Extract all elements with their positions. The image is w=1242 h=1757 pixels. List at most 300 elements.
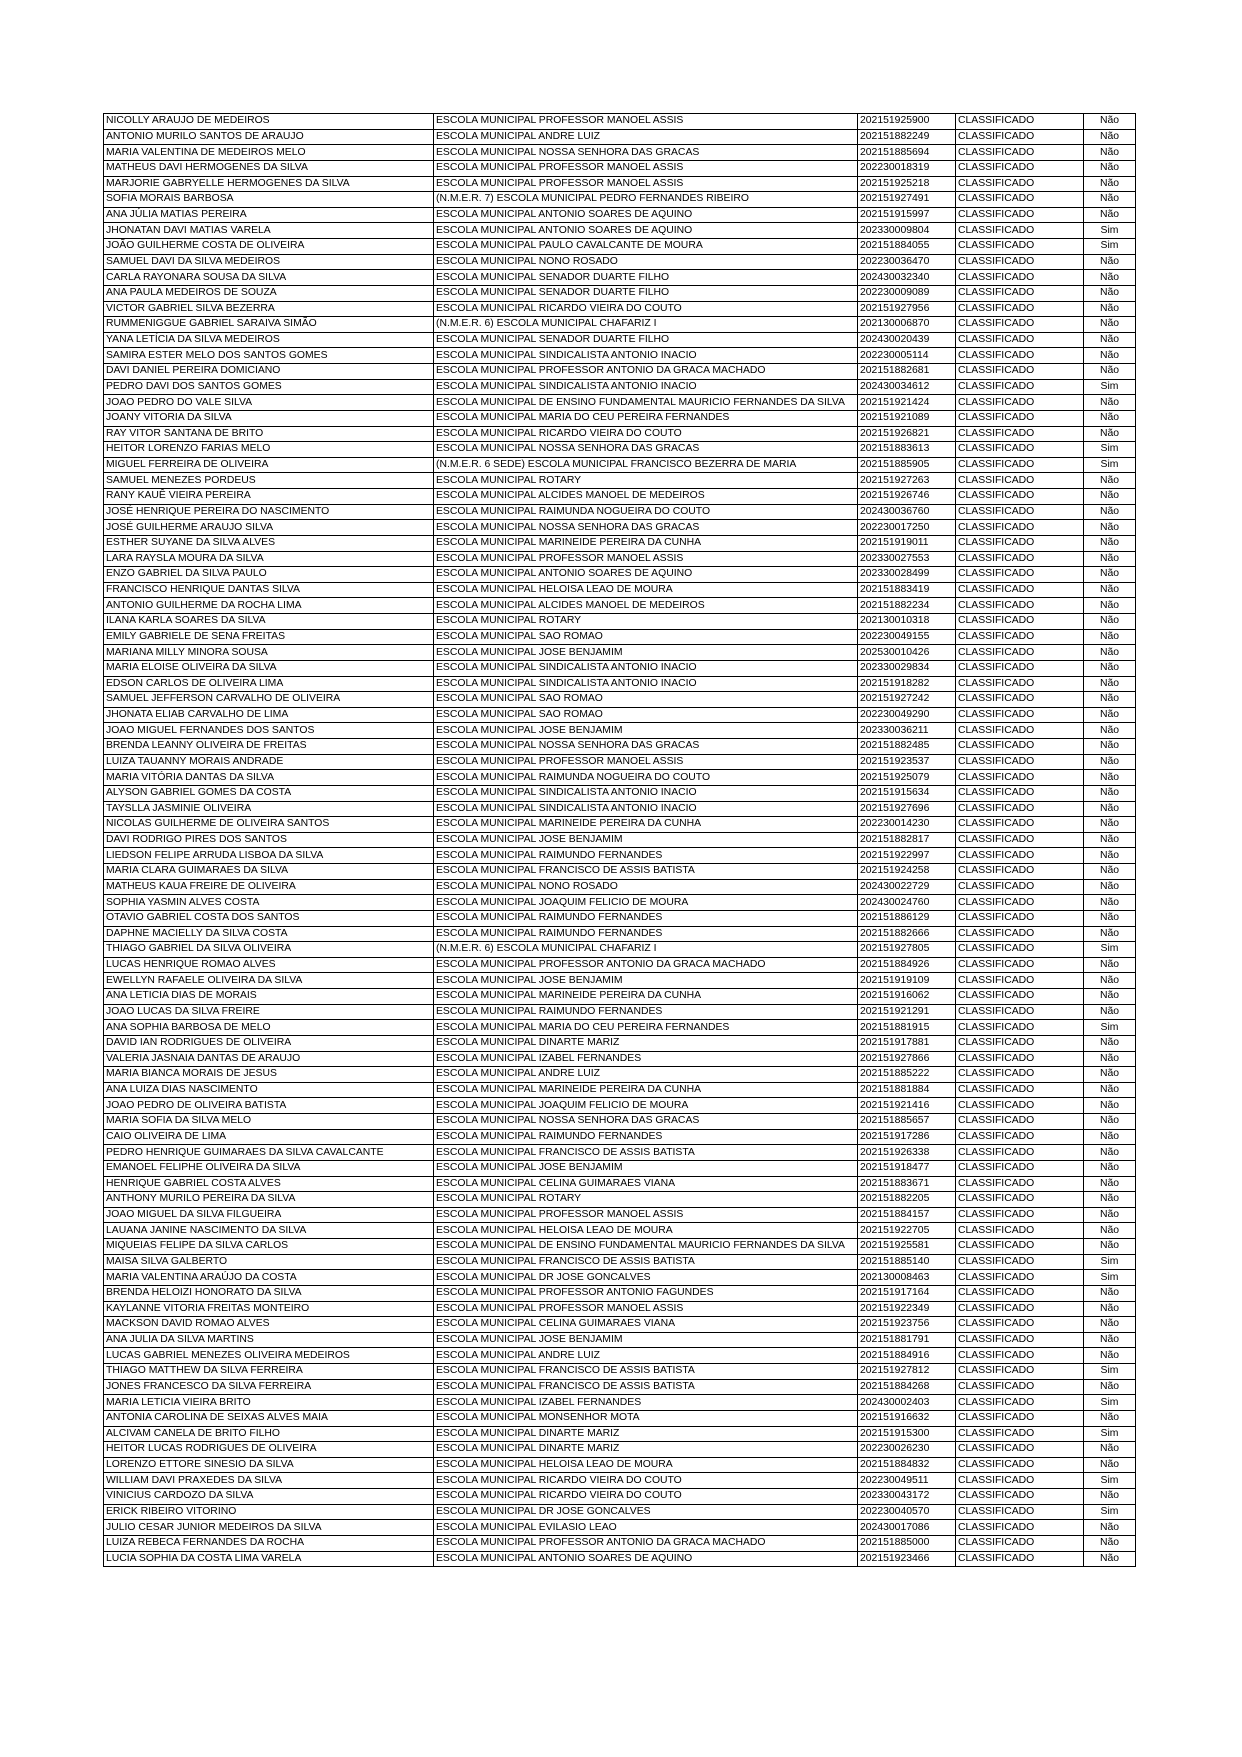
status-cell: CLASSIFICADO [956, 1551, 1084, 1567]
school-cell: ESCOLA MUNICIPAL JOSE BENJAMIM [434, 1332, 858, 1348]
school-cell: (N.M.E.R. 7) ESCOLA MUNICIPAL PEDRO FERNANDES RIBEIRO [434, 192, 858, 208]
flag-cell: Não [1084, 551, 1136, 567]
table-row [104, 770, 1136, 786]
registration-cell: 202430002403 [858, 1395, 956, 1411]
student-name-cell: ANTONIA CAROLINA DE SEIXAS ALVES MAIA [104, 1410, 434, 1426]
status-cell: CLASSIFICADO [956, 848, 1084, 864]
student-name-cell: RUMMENIGGUE GABRIEL SARAIVA SIMÃO [104, 317, 434, 333]
flag-cell: Não [1084, 926, 1136, 942]
status-cell: CLASSIFICADO [956, 457, 1084, 473]
student-name-cell: PEDRO HENRIQUE GUIMARAES DA SILVA CAVALCANTE [104, 1145, 434, 1161]
student-name-cell: ESTHER SUYANE DA SILVA ALVES [104, 535, 434, 551]
school-cell: ESCOLA MUNICIPAL NOSSA SENHORA DAS GRACAS [434, 1114, 858, 1130]
table-row [104, 1457, 1136, 1473]
flag-cell: Não [1084, 129, 1136, 145]
registration-cell: 202230017250 [858, 520, 956, 536]
student-name-cell: LAUANA JANINE NASCIMENTO DA SILVA [104, 1223, 434, 1239]
school-cell: ESCOLA MUNICIPAL SINDICALISTA ANTONIO INACIO [434, 348, 858, 364]
table-row [104, 145, 1136, 161]
student-name-cell: ANTONIO GUILHERME DA ROCHA LIMA [104, 598, 434, 614]
table-row [104, 1426, 1136, 1442]
table-row [104, 551, 1136, 567]
registration-cell: 202151919109 [858, 973, 956, 989]
student-name-cell: JOAO PEDRO DO VALE SILVA [104, 395, 434, 411]
registration-cell: 202151927866 [858, 1051, 956, 1067]
registration-cell: 202151921424 [858, 395, 956, 411]
student-name-cell: MARIA VALENTINA ARAÚJO DA COSTA [104, 1270, 434, 1286]
school-cell: ESCOLA MUNICIPAL NONO ROSADO [434, 879, 858, 895]
registration-cell: 202151882817 [858, 832, 956, 848]
flag-cell: Não [1084, 614, 1136, 630]
status-cell: CLASSIFICADO [956, 895, 1084, 911]
student-name-cell: CARLA RAYONARA SOUSA DA SILVA [104, 270, 434, 286]
registration-cell: 202151927491 [858, 192, 956, 208]
status-cell: CLASSIFICADO [956, 1067, 1084, 1083]
status-cell: CLASSIFICADO [956, 473, 1084, 489]
status-cell: CLASSIFICADO [956, 1535, 1084, 1551]
registration-cell: 202151927956 [858, 301, 956, 317]
flag-cell: Não [1084, 348, 1136, 364]
registration-cell: 202151882666 [858, 926, 956, 942]
table-row [104, 317, 1136, 333]
student-name-cell: LUCIA SOPHIA DA COSTA LIMA VARELA [104, 1551, 434, 1567]
school-cell: (N.M.E.R. 6) ESCOLA MUNICIPAL CHAFARIZ I [434, 942, 858, 958]
flag-cell: Não [1084, 910, 1136, 926]
school-cell: ESCOLA MUNICIPAL RICARDO VIEIRA DO COUTO [434, 1473, 858, 1489]
table-row [104, 379, 1136, 395]
status-cell: CLASSIFICADO [956, 1364, 1084, 1380]
flag-cell: Não [1084, 1489, 1136, 1505]
status-cell: CLASSIFICADO [956, 223, 1084, 239]
student-name-cell: VINICIUS CARDOZO DA SILVA [104, 1489, 434, 1505]
registration-cell: 202151885694 [858, 145, 956, 161]
flag-cell: Não [1084, 270, 1136, 286]
status-cell: CLASSIFICADO [956, 1207, 1084, 1223]
registration-cell: 202230049290 [858, 707, 956, 723]
status-cell: CLASSIFICADO [956, 176, 1084, 192]
student-name-cell: ALCIVAM CANELA DE BRITO FILHO [104, 1426, 434, 1442]
status-cell: CLASSIFICADO [956, 942, 1084, 958]
flag-cell: Não [1084, 192, 1136, 208]
registration-cell: 202151885140 [858, 1254, 956, 1270]
status-cell: CLASSIFICADO [956, 754, 1084, 770]
school-cell: ESCOLA MUNICIPAL ANDRE LUIZ [434, 1067, 858, 1083]
student-name-cell: JONES FRANCESCO DA SILVA FERREIRA [104, 1379, 434, 1395]
table-row [104, 1489, 1136, 1505]
student-name-cell: WILLIAM DAVI PRAXEDES DA SILVA [104, 1473, 434, 1489]
flag-cell: Não [1084, 817, 1136, 833]
school-cell: ESCOLA MUNICIPAL ROTARY [434, 1192, 858, 1208]
registration-cell: 202151923466 [858, 1551, 956, 1567]
registration-cell: 202230049511 [858, 1473, 956, 1489]
status-cell: CLASSIFICADO [956, 1082, 1084, 1098]
registration-cell: 202151925218 [858, 176, 956, 192]
table-row [104, 364, 1136, 380]
table-row [104, 707, 1136, 723]
table-row [104, 129, 1136, 145]
school-cell: ESCOLA MUNICIPAL MARINEIDE PEREIRA DA CUNHA [434, 535, 858, 551]
student-name-cell: YANA LETÍCIA DA SILVA MEDEIROS [104, 332, 434, 348]
student-name-cell: HEITOR LORENZO FARIAS MELO [104, 442, 434, 458]
student-name-cell: KAYLANNE VITORIA FREITAS MONTEIRO [104, 1301, 434, 1317]
registration-cell: 202151883419 [858, 582, 956, 598]
table-row [104, 1504, 1136, 1520]
table-row [104, 1301, 1136, 1317]
status-cell: CLASSIFICADO [956, 1504, 1084, 1520]
school-cell: ESCOLA MUNICIPAL SINDICALISTA ANTONIO INACIO [434, 676, 858, 692]
flag-cell: Não [1084, 1145, 1136, 1161]
table-row [104, 817, 1136, 833]
student-name-cell: NICOLLY ARAUJO DE MEDEIROS [104, 114, 434, 130]
table-row [104, 1270, 1136, 1286]
school-cell: (N.M.E.R. 6) ESCOLA MUNICIPAL CHAFARIZ I [434, 317, 858, 333]
results-table-body [104, 114, 1136, 1567]
table-row [104, 926, 1136, 942]
flag-cell: Não [1084, 676, 1136, 692]
school-cell: ESCOLA MUNICIPAL EVILASIO LEAO [434, 1520, 858, 1536]
status-cell: CLASSIFICADO [956, 567, 1084, 583]
registration-cell: 202151925900 [858, 114, 956, 130]
flag-cell: Não [1084, 1535, 1136, 1551]
table-row [104, 348, 1136, 364]
flag-cell: Não [1084, 864, 1136, 880]
student-name-cell: JHONATA ELIAB CARVALHO DE LIMA [104, 707, 434, 723]
table-row [104, 535, 1136, 551]
student-name-cell: SOPHIA YASMIN ALVES COSTA [104, 895, 434, 911]
school-cell: ESCOLA MUNICIPAL SAO ROMAO [434, 692, 858, 708]
registration-cell: 202151884926 [858, 957, 956, 973]
table-row [104, 520, 1136, 536]
table-row [104, 1067, 1136, 1083]
registration-cell: 202430017086 [858, 1520, 956, 1536]
school-cell: ESCOLA MUNICIPAL RAIMUNDO FERNANDES [434, 910, 858, 926]
table-row [104, 1114, 1136, 1130]
status-cell: CLASSIFICADO [956, 520, 1084, 536]
school-cell: ESCOLA MUNICIPAL RICARDO VIEIRA DO COUTO [434, 301, 858, 317]
flag-cell: Sim [1084, 1254, 1136, 1270]
table-row [104, 582, 1136, 598]
school-cell: ESCOLA MUNICIPAL HELOISA LEAO DE MOURA [434, 1457, 858, 1473]
student-name-cell: LUIZA TAUANNY MORAIS ANDRADE [104, 754, 434, 770]
registration-cell: 202151884268 [858, 1379, 956, 1395]
status-cell: CLASSIFICADO [956, 332, 1084, 348]
status-cell: CLASSIFICADO [956, 910, 1084, 926]
table-row [104, 1004, 1136, 1020]
registration-cell: 202230040570 [858, 1504, 956, 1520]
registration-cell: 202151885000 [858, 1535, 956, 1551]
table-row [104, 785, 1136, 801]
table-row [104, 176, 1136, 192]
student-name-cell: JOAO PEDRO DE OLIVEIRA BATISTA [104, 1098, 434, 1114]
registration-cell: 202151927696 [858, 801, 956, 817]
school-cell: ESCOLA MUNICIPAL FRANCISCO DE ASSIS BATISTA [434, 1379, 858, 1395]
student-name-cell: ILANA KARLA SOARES DA SILVA [104, 614, 434, 630]
status-cell: CLASSIFICADO [956, 207, 1084, 223]
registration-cell: 202151927263 [858, 473, 956, 489]
school-cell: ESCOLA MUNICIPAL CELINA GUIMARAES VIANA [434, 1176, 858, 1192]
status-cell: CLASSIFICADO [956, 1051, 1084, 1067]
registration-cell: 202151882681 [858, 364, 956, 380]
status-cell: CLASSIFICADO [956, 1442, 1084, 1458]
school-cell: ESCOLA MUNICIPAL FRANCISCO DE ASSIS BATISTA [434, 1364, 858, 1380]
table-row [104, 457, 1136, 473]
status-cell: CLASSIFICADO [956, 254, 1084, 270]
status-cell: CLASSIFICADO [956, 364, 1084, 380]
registration-cell: 202151885657 [858, 1114, 956, 1130]
student-name-cell: ANA SOPHIA BARBOSA DE MELO [104, 1020, 434, 1036]
status-cell: CLASSIFICADO [956, 1301, 1084, 1317]
school-cell: ESCOLA MUNICIPAL PROFESSOR ANTONIO DA GRACA MACHADO [434, 957, 858, 973]
flag-cell: Sim [1084, 1426, 1136, 1442]
registration-cell: 202151921416 [858, 1098, 956, 1114]
table-row [104, 676, 1136, 692]
flag-cell: Não [1084, 1051, 1136, 1067]
table-row [104, 1410, 1136, 1426]
status-cell: CLASSIFICADO [956, 145, 1084, 161]
table-row [104, 598, 1136, 614]
school-cell: ESCOLA MUNICIPAL PROFESSOR MANOEL ASSIS [434, 1301, 858, 1317]
status-cell: CLASSIFICADO [956, 489, 1084, 505]
status-cell: CLASSIFICADO [956, 660, 1084, 676]
flag-cell: Não [1084, 520, 1136, 536]
flag-cell: Não [1084, 285, 1136, 301]
school-cell: ESCOLA MUNICIPAL MARINEIDE PEREIRA DA CUNHA [434, 817, 858, 833]
status-cell: CLASSIFICADO [956, 1473, 1084, 1489]
student-name-cell: THIAGO MATTHEW DA SILVA FERREIRA [104, 1364, 434, 1380]
table-row [104, 1473, 1136, 1489]
flag-cell: Sim [1084, 457, 1136, 473]
student-name-cell: MARIA ELOISE OLIVEIRA DA SILVA [104, 660, 434, 676]
student-name-cell: SAMUEL JEFFERSON CARVALHO DE OLIVEIRA [104, 692, 434, 708]
registration-cell: 202151917881 [858, 1035, 956, 1051]
table-row [104, 160, 1136, 176]
flag-cell: Não [1084, 410, 1136, 426]
flag-cell: Não [1084, 1379, 1136, 1395]
flag-cell: Não [1084, 1176, 1136, 1192]
flag-cell: Não [1084, 317, 1136, 333]
registration-cell: 202230049155 [858, 629, 956, 645]
school-cell: ESCOLA MUNICIPAL SENADOR DUARTE FILHO [434, 270, 858, 286]
flag-cell: Sim [1084, 1270, 1136, 1286]
student-name-cell: EDSON CARLOS DE OLIVEIRA LIMA [104, 676, 434, 692]
flag-cell: Não [1084, 254, 1136, 270]
flag-cell: Não [1084, 754, 1136, 770]
school-cell: ESCOLA MUNICIPAL SENADOR DUARTE FILHO [434, 332, 858, 348]
registration-cell: 202430036760 [858, 504, 956, 520]
table-row [104, 848, 1136, 864]
school-cell: ESCOLA MUNICIPAL SAO ROMAO [434, 707, 858, 723]
status-cell: CLASSIFICADO [956, 1270, 1084, 1286]
table-row [104, 426, 1136, 442]
registration-cell: 202151926338 [858, 1145, 956, 1161]
table-row [104, 114, 1136, 130]
registration-cell: 202430034612 [858, 379, 956, 395]
registration-cell: 202230009089 [858, 285, 956, 301]
table-row [104, 989, 1136, 1005]
flag-cell: Não [1084, 332, 1136, 348]
table-row [104, 660, 1136, 676]
flag-cell: Não [1084, 1098, 1136, 1114]
school-cell: ESCOLA MUNICIPAL FRANCISCO DE ASSIS BATISTA [434, 1145, 858, 1161]
status-cell: CLASSIFICADO [956, 973, 1084, 989]
student-name-cell: DAVI DANIEL PEREIRA DOMICIANO [104, 364, 434, 380]
flag-cell: Não [1084, 957, 1136, 973]
school-cell: ESCOLA MUNICIPAL JOSE BENJAMIM [434, 1160, 858, 1176]
student-name-cell: JOAO LUCAS DA SILVA FREIRE [104, 1004, 434, 1020]
school-cell: ESCOLA MUNICIPAL ROTARY [434, 614, 858, 630]
school-cell: ESCOLA MUNICIPAL PROFESSOR ANTONIO DA GRACA MACHADO [434, 364, 858, 380]
flag-cell: Não [1084, 660, 1136, 676]
registration-cell: 202151882234 [858, 598, 956, 614]
table-row [104, 1285, 1136, 1301]
flag-cell: Não [1084, 489, 1136, 505]
school-cell: ESCOLA MUNICIPAL PROFESSOR MANOEL ASSIS [434, 176, 858, 192]
flag-cell: Não [1084, 1223, 1136, 1239]
student-name-cell: ERICK RIBEIRO VITORINO [104, 1504, 434, 1520]
student-name-cell: SAMUEL MENEZES PORDEUS [104, 473, 434, 489]
table-row [104, 1379, 1136, 1395]
status-cell: CLASSIFICADO [956, 1489, 1084, 1505]
school-cell: ESCOLA MUNICIPAL PROFESSOR MANOEL ASSIS [434, 754, 858, 770]
flag-cell: Não [1084, 973, 1136, 989]
table-row [104, 942, 1136, 958]
school-cell: ESCOLA MUNICIPAL IZABEL FERNANDES [434, 1051, 858, 1067]
student-name-cell: EMILY GABRIELE DE SENA FREITAS [104, 629, 434, 645]
status-cell: CLASSIFICADO [956, 1395, 1084, 1411]
student-name-cell: JULIO CESAR JUNIOR MEDEIROS DA SILVA [104, 1520, 434, 1536]
student-name-cell: THIAGO GABRIEL DA SILVA OLIVEIRA [104, 942, 434, 958]
student-name-cell: SAMUEL DAVI DA SILVA MEDEIROS [104, 254, 434, 270]
status-cell: CLASSIFICADO [956, 1254, 1084, 1270]
school-cell: ESCOLA MUNICIPAL DINARTE MARIZ [434, 1035, 858, 1051]
student-name-cell: MARIA VITÓRIA DANTAS DA SILVA [104, 770, 434, 786]
flag-cell: Não [1084, 567, 1136, 583]
registration-cell: 202230014230 [858, 817, 956, 833]
status-cell: CLASSIFICADO [956, 598, 1084, 614]
school-cell: ESCOLA MUNICIPAL JOSE BENJAMIM [434, 723, 858, 739]
status-cell: CLASSIFICADO [956, 1520, 1084, 1536]
status-cell: CLASSIFICADO [956, 1114, 1084, 1130]
school-cell: ESCOLA MUNICIPAL RAIMUNDO FERNANDES [434, 926, 858, 942]
table-row [104, 1442, 1136, 1458]
registration-cell: 202151883613 [858, 442, 956, 458]
student-name-cell: LUIZA REBECA FERNANDES DA ROCHA [104, 1535, 434, 1551]
table-row [104, 1332, 1136, 1348]
table-row [104, 1082, 1136, 1098]
flag-cell: Não [1084, 1410, 1136, 1426]
registration-cell: 202130008463 [858, 1270, 956, 1286]
flag-cell: Não [1084, 1442, 1136, 1458]
table-row [104, 973, 1136, 989]
registration-cell: 202430024760 [858, 895, 956, 911]
status-cell: CLASSIFICADO [956, 410, 1084, 426]
flag-cell: Não [1084, 301, 1136, 317]
table-row [104, 739, 1136, 755]
table-row [104, 239, 1136, 255]
student-name-cell: JOSÉ HENRIQUE PEREIRA DO NASCIMENTO [104, 504, 434, 520]
student-name-cell: TAYSLLA JASMINIE OLIVEIRA [104, 801, 434, 817]
student-name-cell: SAMIRA ESTER MELO DOS SANTOS GOMES [104, 348, 434, 364]
student-name-cell: ALYSON GABRIEL GOMES DA COSTA [104, 785, 434, 801]
status-cell: CLASSIFICADO [956, 504, 1084, 520]
school-cell: ESCOLA MUNICIPAL DINARTE MARIZ [434, 1426, 858, 1442]
table-row [104, 567, 1136, 583]
school-cell: ESCOLA MUNICIPAL PROFESSOR MANOEL ASSIS [434, 551, 858, 567]
student-name-cell: ANA LETICIA DIAS DE MORAIS [104, 989, 434, 1005]
flag-cell: Não [1084, 1192, 1136, 1208]
student-name-cell: JOAO MIGUEL FERNANDES DOS SANTOS [104, 723, 434, 739]
student-name-cell: MARIA SOFIA DA SILVA MELO [104, 1114, 434, 1130]
registration-cell: 202151882249 [858, 129, 956, 145]
registration-cell: 202151921291 [858, 1004, 956, 1020]
student-name-cell: MARIA VALENTINA DE MEDEIROS MELO [104, 145, 434, 161]
school-cell: ESCOLA MUNICIPAL NOSSA SENHORA DAS GRACAS [434, 145, 858, 161]
registration-cell: 202151922349 [858, 1301, 956, 1317]
school-cell: ESCOLA MUNICIPAL JOSE BENJAMIM [434, 973, 858, 989]
table-row [104, 285, 1136, 301]
flag-cell: Sim [1084, 442, 1136, 458]
status-cell: CLASSIFICADO [956, 535, 1084, 551]
flag-cell: Não [1084, 426, 1136, 442]
registration-cell: 202151919011 [858, 535, 956, 551]
registration-cell: 202230018319 [858, 160, 956, 176]
school-cell: ESCOLA MUNICIPAL MARIA DO CEU PEREIRA FERNANDES [434, 1020, 858, 1036]
status-cell: CLASSIFICADO [956, 957, 1084, 973]
flag-cell: Não [1084, 1317, 1136, 1333]
flag-cell: Não [1084, 114, 1136, 130]
registration-cell: 202151927805 [858, 942, 956, 958]
status-cell: CLASSIFICADO [956, 379, 1084, 395]
school-cell: ESCOLA MUNICIPAL NONO ROSADO [434, 254, 858, 270]
table-row [104, 645, 1136, 661]
flag-cell: Não [1084, 739, 1136, 755]
table-row [104, 1129, 1136, 1145]
student-name-cell: HENRIQUE GABRIEL COSTA ALVES [104, 1176, 434, 1192]
registration-cell: 202151926746 [858, 489, 956, 505]
school-cell: ESCOLA MUNICIPAL ALCIDES MANOEL DE MEDEIROS [434, 489, 858, 505]
student-name-cell: ANA LUIZA DIAS NASCIMENTO [104, 1082, 434, 1098]
status-cell: CLASSIFICADO [956, 692, 1084, 708]
registration-cell: 202151886129 [858, 910, 956, 926]
school-cell: ESCOLA MUNICIPAL NOSSA SENHORA DAS GRACAS [434, 739, 858, 755]
flag-cell: Não [1084, 395, 1136, 411]
status-cell: CLASSIFICADO [956, 832, 1084, 848]
flag-cell: Não [1084, 848, 1136, 864]
status-cell: CLASSIFICADO [956, 1160, 1084, 1176]
student-name-cell: MIQUEIAS FELIPE DA SILVA CARLOS [104, 1239, 434, 1255]
student-name-cell: DAVID IAN RODRIGUES DE OLIVEIRA [104, 1035, 434, 1051]
registration-cell: 202330036211 [858, 723, 956, 739]
registration-cell: 202151925581 [858, 1239, 956, 1255]
flag-cell: Não [1084, 582, 1136, 598]
flag-cell: Não [1084, 176, 1136, 192]
registration-cell: 202151881884 [858, 1082, 956, 1098]
flag-cell: Não [1084, 364, 1136, 380]
student-name-cell: ANTONIO MURILO SANTOS DE ARAUJO [104, 129, 434, 145]
school-cell: ESCOLA MUNICIPAL IZABEL FERNANDES [434, 1395, 858, 1411]
status-cell: CLASSIFICADO [956, 1239, 1084, 1255]
registration-cell: 202530010426 [858, 645, 956, 661]
flag-cell: Não [1084, 1348, 1136, 1364]
table-row [104, 1145, 1136, 1161]
student-name-cell: DAVI RODRIGO PIRES DOS SANTOS [104, 832, 434, 848]
student-name-cell: RAY VITOR SANTANA DE BRITO [104, 426, 434, 442]
status-cell: CLASSIFICADO [956, 301, 1084, 317]
registration-cell: 202151884055 [858, 239, 956, 255]
registration-cell: 202430032340 [858, 270, 956, 286]
student-name-cell: ANA JULIA DA SILVA MARTINS [104, 1332, 434, 1348]
student-name-cell: JOANY VITORIA DA SILVA [104, 410, 434, 426]
